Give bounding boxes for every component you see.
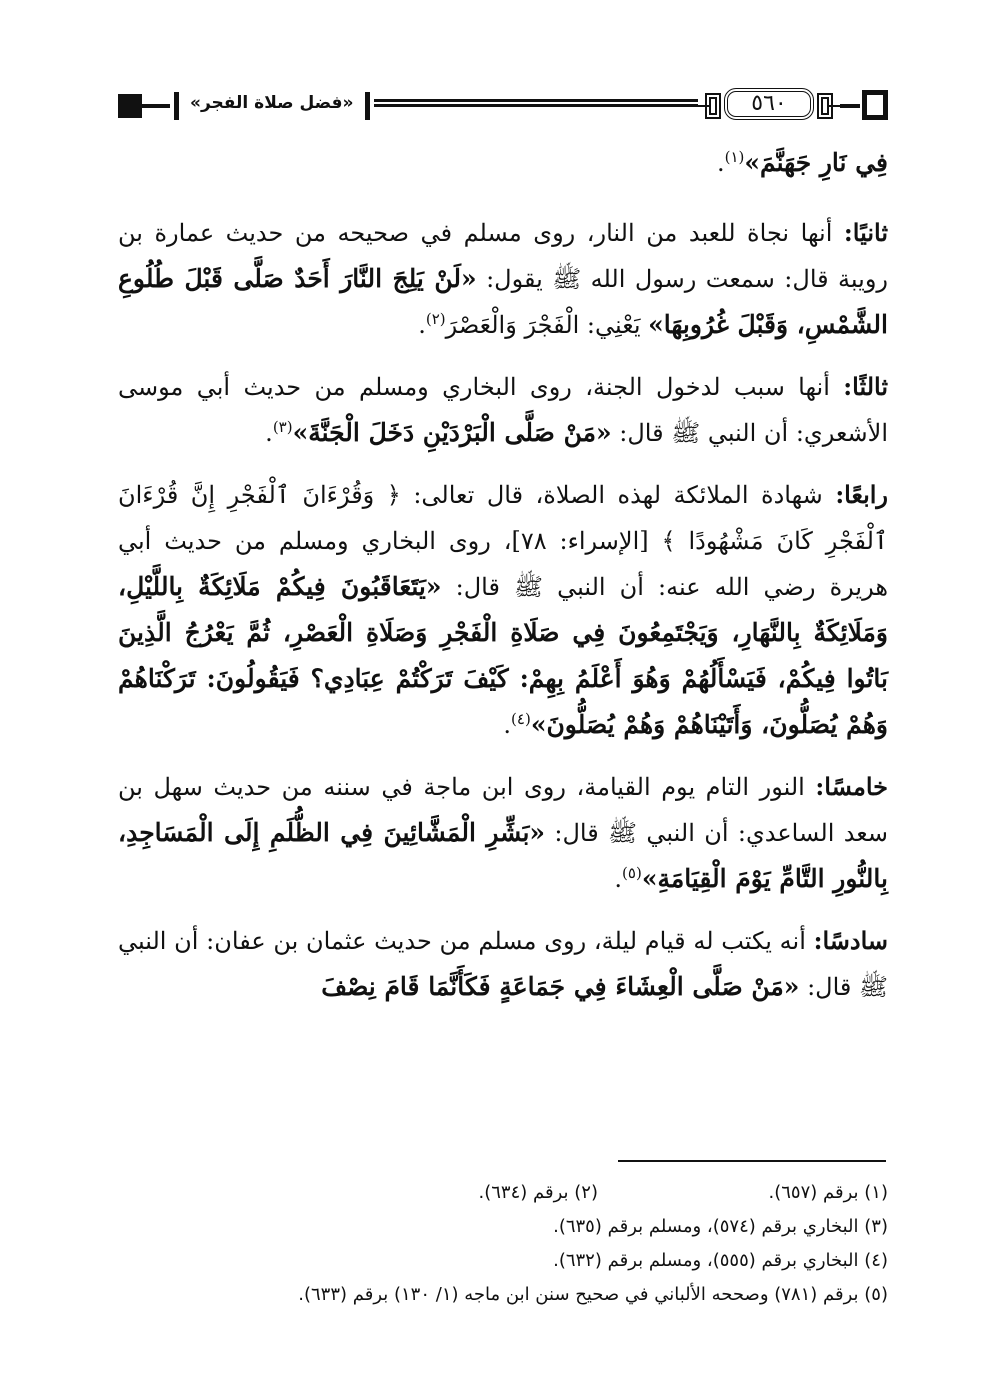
paragraph-fifth (118, 764, 888, 902)
header-ornament-left-icon (698, 88, 724, 124)
footnote-ref: (٣) (272, 418, 293, 436)
header-bar-right (840, 104, 860, 108)
hadith-text: «لَنْ يَلِجَ النَّارَ أَحَدٌ صَلَّى قَبْلَ طُلُوعِ الشَّمْسِ، وَقَبْلَ غُرُوبِهَا» (118, 264, 888, 339)
footnotes (118, 1176, 888, 1312)
footnote-5: (٥) برقم (٧٨١) وصححه الألباني في صحيح سنن ابن ماجه (١/ ١٣٠) برقم (٦٣٣). (298, 1284, 888, 1305)
hadith-text: «مَنْ صَلَّى الْبَرْدَيْنِ دَخَلَ الْجَنَّةَ» (292, 418, 612, 447)
paragraph-label: رابعًا: (835, 480, 888, 509)
paragraph-text: يَعْنِي: الْفَجْرَ وَالْعَصْرَ (445, 311, 649, 339)
header-tick-mid (365, 92, 370, 120)
footnote-4: (٤) البخاري برقم (٥٥٥)، ومسلم برقم (٦٣٢). (553, 1250, 888, 1271)
paragraph-text: أنها سبب لدخول الجنة، روى البخاري ومسلم من حديث أبي موسى الأشعري: أن النبي ﷺ قال: (118, 373, 888, 447)
footnote-3: (٣) البخاري برقم (٥٧٤)، ومسلم برقم (٦٣٥). (553, 1216, 888, 1237)
header-bar-left (142, 104, 170, 108)
header-ornament-right-icon (814, 88, 840, 124)
paragraph-continuation (118, 140, 888, 186)
period: . (503, 711, 512, 739)
paragraph-text: النور التام يوم القيامة، روى ابن ماجة في سننه من حديث سهل بن سعد الساعدي: أن النبي ﷺ قال: (118, 773, 888, 847)
page-header (118, 84, 888, 128)
period: . (265, 419, 273, 447)
hadith-text: «يَتَعَاقَبُونَ فِيكُمْ مَلَائِكَةٌ بِاللَّيْلِ، وَمَلَائِكَةٌ بِالنَّهَارِ، وَيَجْتَمِعُونَ فِي صَلَاةِ الْفَجْرِ وَصَلَاةِ الْعَصْرِ، ثُمَّ يَعْرُجُ الَّذِينَ بَاتُوا فِيكُمْ، فَيَسْأَلُهُمْ وَهُوَ أَعْلَمُ بِهِمْ: كَيْفَ تَرَكْتُمْ عِبَادِي؟ فَيَقُولُونَ: تَرَكْنَاهُمْ وَهُمْ يُصَلُّونَ، وَأَتَيْنَاهُمْ وَهُمْ يُصَلُّونَ» (118, 572, 888, 739)
page-number: ٥٦٠ (724, 88, 814, 120)
paragraph-sixth (118, 918, 888, 1010)
footnote-1: (١) برقم (٦٥٧). (768, 1182, 888, 1203)
hadith-text: فِي نَارِ جَهَنَّمَ» (744, 148, 888, 177)
header-tick-left (174, 92, 179, 120)
footnote-row (118, 1176, 888, 1210)
footnote-ref: (٤) (511, 710, 531, 728)
period: . (614, 865, 623, 893)
period: . (716, 149, 725, 177)
period: . (418, 311, 426, 339)
paragraph-label: خامسًا: (815, 772, 888, 801)
footnote-separator (618, 1160, 886, 1162)
paragraph-fourth (118, 472, 888, 748)
quran-verse: ﴿ وَقُرْءَانَ ٱلْفَجْرِ إِنَّ قُرْءَانَ ٱلْفَجْرِ كَانَ مَشْهُودًا ﴾ (118, 481, 888, 555)
header-square-ornament-right (862, 90, 888, 120)
paragraph-second (118, 210, 888, 348)
paragraph-text: أنه يكتب له قيام ليلة، روى مسلم من حديث عثمان بن عفان: أن النبي ﷺ قال: (118, 927, 888, 1001)
paragraph-label: سادسًا: (813, 926, 888, 955)
footnote-ref: (١) (724, 148, 745, 166)
paragraph-third (118, 364, 888, 456)
hadith-text: «بَشِّرِ الْمَشَّائِينَ فِي الظُّلَمِ إِلَى الْمَسَاجِدِ، بِالنُّورِ التَّامِّ يَوْمَ الْقِيَامَةِ» (118, 818, 888, 893)
header-double-line (374, 99, 698, 107)
footnote-ref: (٥) (622, 864, 642, 882)
main-text (118, 140, 888, 1026)
footnote-ref: (٢) (425, 310, 446, 328)
chapter-title: «فضل صلاة الفجر» (190, 93, 354, 113)
header-square-ornament-left (118, 94, 142, 118)
paragraph-text: أنها نجاة للعبد من النار، روى مسلم في صحيحه من حديث عمارة بن رويبة قال: سمعت رسول الله ﷺ يقول: (118, 219, 888, 293)
hadith-text: «مَنْ صَلَّى الْعِشَاءَ فِي جَمَاعَةٍ فَكَأَنَّمَا قَامَ نِصْفَ (321, 972, 800, 1001)
footnote-2: (٢) برقم (٦٣٤). (478, 1182, 598, 1203)
paragraph-text: [الإسراء: ٧٨]، روى البخاري ومسلم من حديث أبي هريرة رضي الله عنه: أن النبي ﷺ قال: (118, 527, 888, 601)
paragraph-text: شهادة الملائكة لهذه الصلاة، قال تعالى: (400, 481, 836, 509)
paragraph-label: ثالثًا: (843, 372, 888, 401)
paragraph-label: ثانيًا: (843, 218, 888, 247)
